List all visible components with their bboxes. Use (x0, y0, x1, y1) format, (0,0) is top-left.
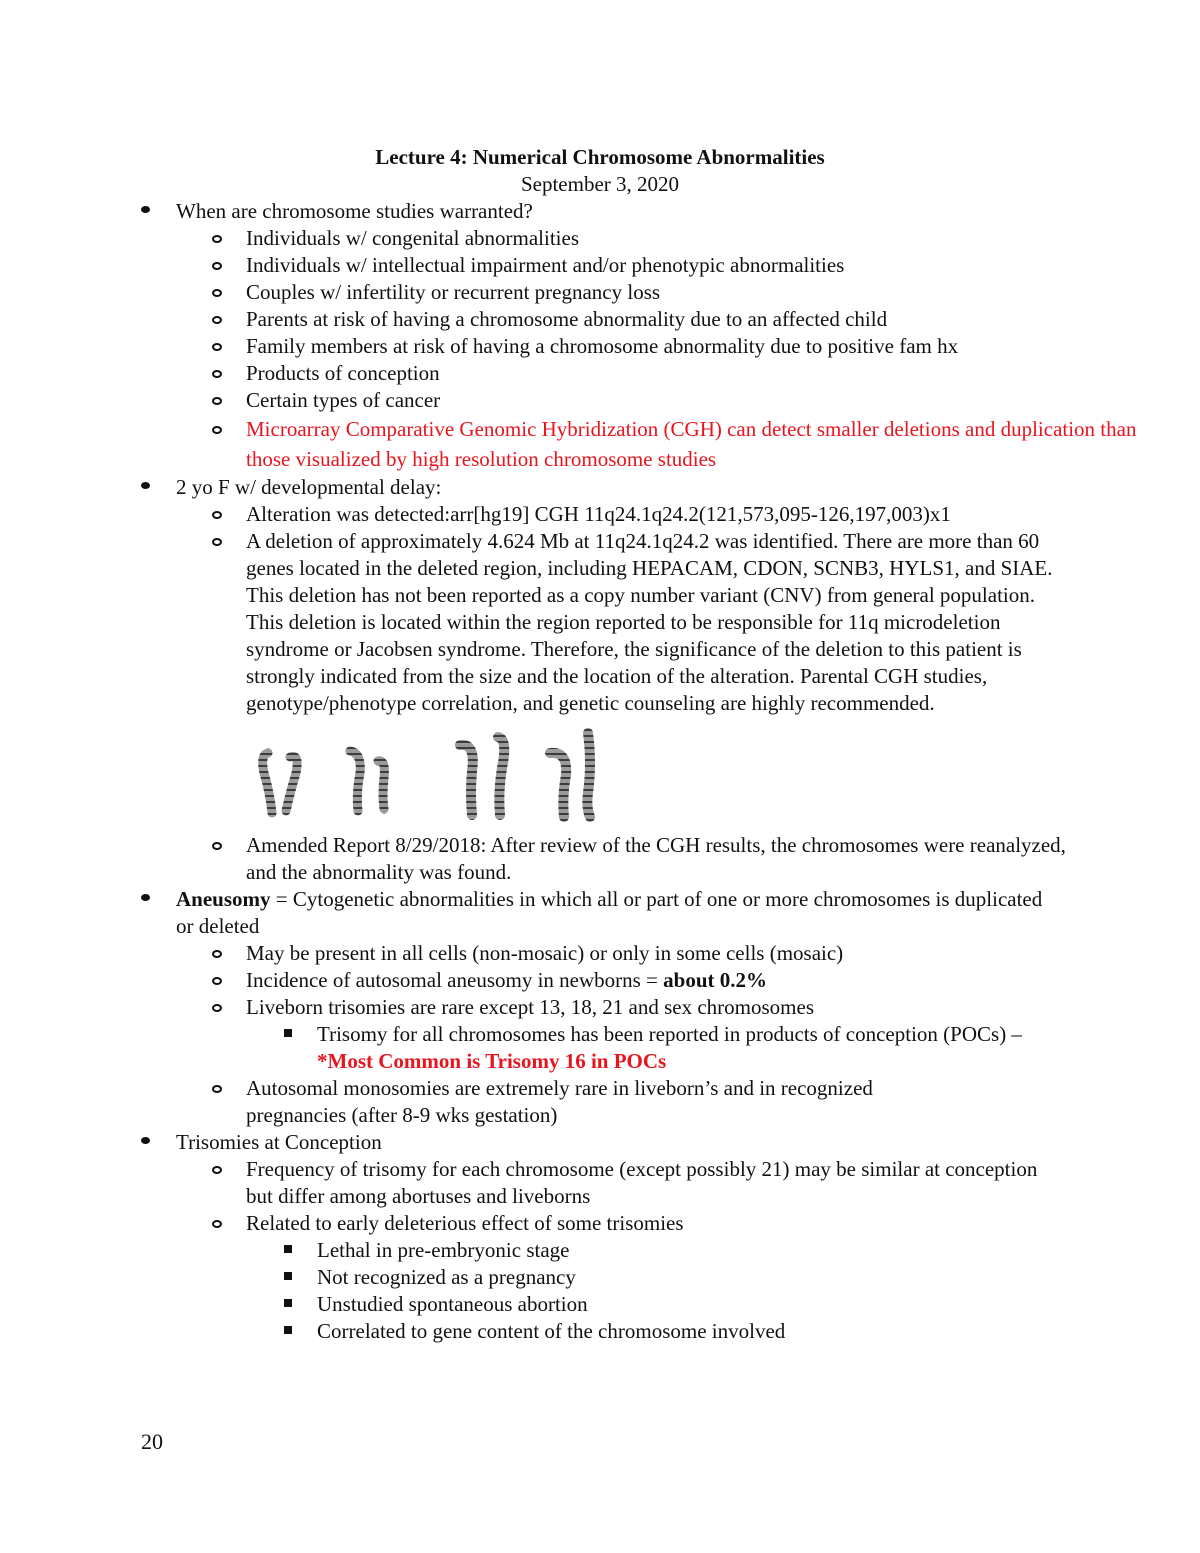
list-item-amended: Amended Report 8/29/2018: After review of the CGH results, the chromosomes were reanalyzed, and the abnormality was found. (0, 832, 1066, 886)
bullet-circle (212, 397, 222, 405)
list-item: Autosomal monosomies are extremely rare in liveborn’s and in recognized pregnancies (after 8-9 wks gestation) (0, 1075, 976, 1129)
bullet-square (284, 1245, 292, 1253)
bullet-circle (212, 262, 222, 270)
bullet-studies-warranted: When are chromosome studies warranted? (0, 198, 1200, 225)
bullet-circle (212, 1004, 222, 1012)
bullet-circle (212, 950, 222, 958)
lecture-notes (0, 198, 1200, 1345)
sub-list-item: Lethal in pre-embryonic stage (0, 1237, 1200, 1264)
list-item: Related to early deleterious effect of some trisomies (0, 1210, 1200, 1237)
list-item: Products of conception (0, 360, 1200, 387)
list-item-alteration: Alteration was detected:arr[hg19] CGH 11q24.1q24.2(121,573,095-126,197,003)x1 (0, 501, 1200, 528)
chromosome-11-right-b (498, 737, 504, 815)
page-title: Lecture 4: Numerical Chromosome Abnormalities (375, 145, 825, 169)
list-item-cgh-note: Microarray Comparative Genomic Hybridization (CGH) can detect smaller deletions and duplication than those visualized by high resolution chromosome studies (0, 414, 1146, 474)
list-item-deletion: A deletion of approximately 4.624 Mb at 11q24.1q24.2 was identified. There are more than 60 genes located in the deleted region, including HEPACAM, CDON, SCNB3, HYLS1, and SIAE. This deletion has not been reported as a copy number variant (CNV) from general population. This deletion is located within the region reported to be responsible for 11q microdeletion syndrome or Jacobsen syndrome. Therefore, the significance of the deletion to this patient is strongly indicated from the size and the location of the alteration. Parental CGH studies, genotype/phenotype correlation, and genetic counseling are highly recommended. (0, 528, 1066, 717)
sub-list-item: Correlated to gene content of the chromosome involved (0, 1318, 1200, 1345)
list-item: Certain types of cancer (0, 387, 1200, 414)
chromosome-11-left-b (286, 756, 297, 811)
bullet-square (284, 1326, 292, 1334)
list-item: Parents at risk of having a chromosome abnormality due to an affected child (0, 306, 1200, 333)
list-item: Individuals w/ intellectual impairment and/or phenotypic abnormalities (0, 252, 1200, 279)
chromosome-11-far-b (587, 733, 590, 817)
list-item-incidence: Incidence of autosomal aneusomy in newborns = about 0.2% (0, 967, 1200, 994)
page-number: 20 (141, 1429, 163, 1454)
list-item: Couples w/ infertility or recurrent pregnancy loss (0, 279, 1200, 306)
bullet-circle (212, 343, 222, 351)
bullet-circle (212, 511, 222, 519)
sub-list-item-trisomy: Trisomy for all chromosomes has been reported in products of conception (POCs) – *Most Common is Trisomy 16 in POCs (0, 1021, 1037, 1075)
bullet-circle (212, 289, 222, 297)
bullet-case: 2 yo F w/ developmental delay: (0, 474, 1200, 501)
bullet-square (284, 1272, 292, 1280)
bullet-circle (212, 1220, 222, 1228)
chromosome-11-mid-a (350, 751, 360, 811)
chromosome-image (0, 723, 1200, 828)
bullet-circle (212, 538, 222, 546)
chromosome-figure (250, 723, 610, 823)
bullet-circle (212, 316, 222, 324)
bullet-dot (141, 1137, 150, 1144)
chromosome-11-mid-b (378, 761, 384, 809)
chromosome-11-left-a (263, 753, 272, 813)
list-item: Frequency of trisomy for each chromosome (except possibly 21) may be similar at conception but differ among abortuses and liveborns (0, 1156, 1046, 1210)
list-item: Family members at risk of having a chromosome abnormality due to positive fam hx (0, 333, 1200, 360)
chromosome-11-far-a (550, 753, 566, 817)
bullet-circle (212, 842, 222, 850)
list-item: Liveborn trisomies are rare except 13, 18, 21 and sex chromosomes (0, 994, 1200, 1021)
list-item: Individuals w/ congenital abnormalities (0, 225, 1200, 252)
bullet-square (284, 1029, 292, 1037)
bullet-trisomies-conception: Trisomies at Conception (0, 1129, 1200, 1156)
bullet-circle (212, 370, 222, 378)
sub-list-item: Not recognized as a pregnancy (0, 1264, 1200, 1291)
bullet-dot (141, 894, 150, 901)
bullet-circle (212, 235, 222, 243)
bullet-dot (141, 482, 150, 489)
lecture-date: September 3, 2020 (520, 172, 680, 196)
bullet-dot (141, 206, 150, 213)
sub-list-item: Unstudied spontaneous abortion (0, 1291, 1200, 1318)
bullet-square (284, 1299, 292, 1307)
chromosome-11-right-a (460, 745, 473, 815)
bullet-circle (212, 1085, 222, 1093)
list-item: May be present in all cells (non-mosaic) or only in some cells (mosaic) (0, 940, 1200, 967)
bullet-circle (212, 977, 222, 985)
bullet-circle (212, 426, 222, 434)
bullet-circle (212, 1166, 222, 1174)
bullet-aneusomy: Aneusomy = Cytogenetic abnormalities in which all or part of one or more chromosomes is duplicated or deleted (0, 886, 1056, 940)
